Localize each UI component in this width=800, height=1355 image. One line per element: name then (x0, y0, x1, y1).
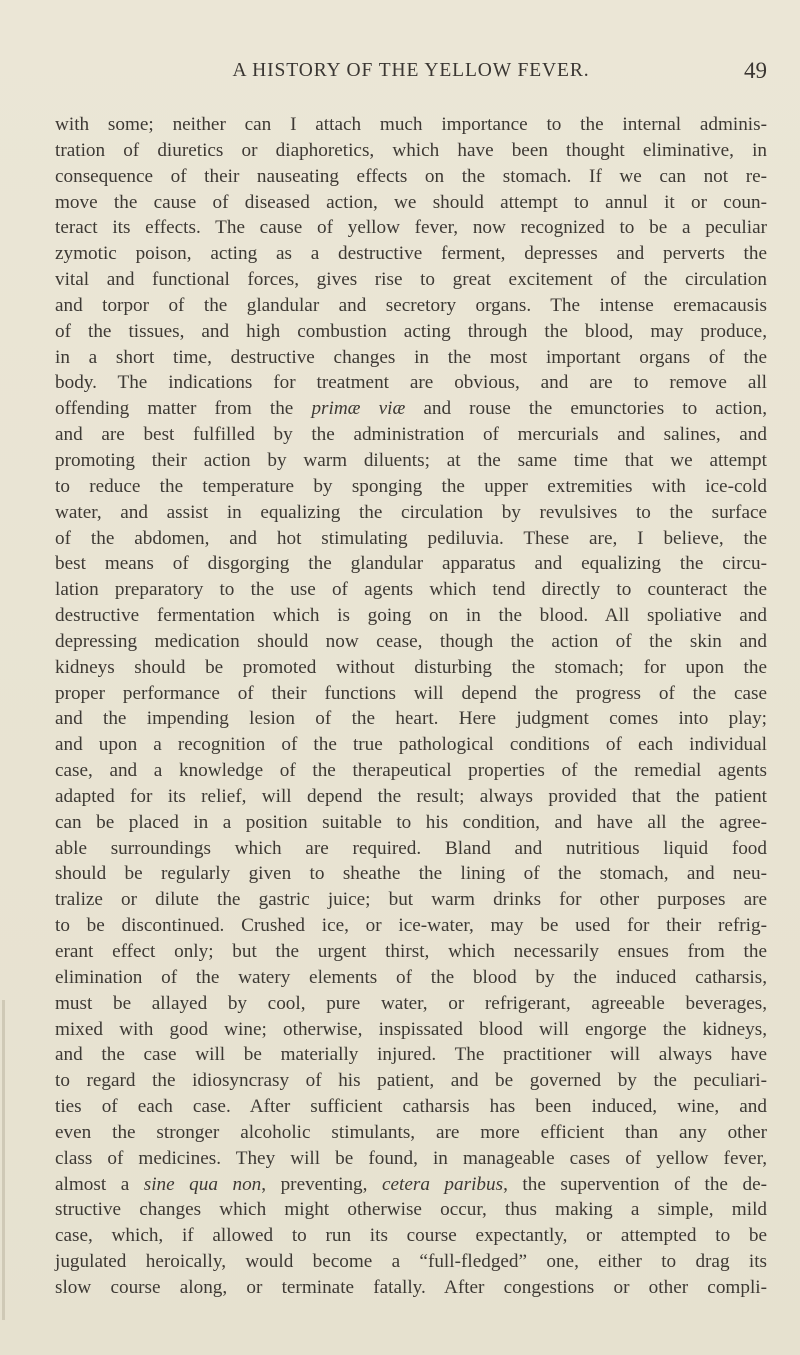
text-line: even the stronger alcoholic stimulants, are more efficient than any other (55, 1121, 767, 1143)
text-line: erant effect only; but the urgent thirst, which necessarily ensues from the (55, 941, 767, 962)
running-title: A HISTORY OF THE YELLOW FEVER. (232, 60, 590, 81)
text-line: case, which, if allowed to run its course expectantly, or attempted to be (55, 1225, 767, 1247)
text-line: ties of each case. After sufficient catharsis has been induced, wine, and (55, 1096, 767, 1118)
text-line: adapted for its relief, will depend the result; always provided that the patient (55, 785, 767, 807)
text-line: body. The indications for treatment are obvious, and are to remove all (55, 372, 767, 394)
text-line: and the case will be materially injured. The practitioner will always have (55, 1044, 767, 1066)
text-line: case, and a knowledge of the therapeutical properties of the remedial agents (55, 760, 767, 782)
italic-phrase: primæ viæ (311, 398, 406, 420)
text-line: kidneys should be promoted without disturbing the stomach; for upon the (55, 656, 767, 678)
text-line: in a short time, destructive changes in the most important organs of the (55, 346, 767, 368)
text-line: best means of disgorging the glandular apparatus and equalizing the circu- (55, 553, 767, 575)
text-line: able surroundings which are required. Bland and nutritious liquid food (55, 837, 767, 859)
page-edge-mark (2, 1000, 5, 1320)
text-line: structive changes which might otherwise occur, thus making a simple, mild (55, 1199, 767, 1221)
text-line: depressing medication should now cease, though the action of the skin and (55, 630, 767, 652)
text-line: to reduce the temperature by sponging the upper extremities with ice-cold (55, 475, 767, 497)
italic-phrase: sine qua non (143, 1173, 262, 1195)
text-line: lation preparatory to the use of agents which tend directly to counteract the (55, 579, 767, 601)
text-line: tration of diuretics or diaphoretics, which have been thought eliminative, in (55, 139, 767, 161)
text-line: destructive fermentation which is going on in the blood. All spoliative and (55, 605, 767, 627)
text-line: of the tissues, and high combustion acting through the blood, may produce, (55, 320, 767, 342)
page-number: 49 (744, 58, 767, 83)
text-line: should be regularly given to sheathe the lining of the stomach, and neu- (55, 863, 767, 885)
text-line: proper performance of their functions will depend the progress of the case (55, 682, 767, 704)
text-line: can be placed in a position suitable to his condition, and have all the agree- (55, 811, 767, 833)
text-line: with some; neither can I attach much importance to the internal adminis- (55, 114, 767, 135)
text-line: almost a sine qua non, preventing, cetera paribus, the supervention of the de- (55, 1173, 767, 1195)
text-line: and torpor of the glandular and secretory organs. The intense eremacausis (55, 294, 767, 316)
running-head (55, 60, 767, 90)
text-line: jugulated heroically, would become a “full-fledged” one, either to drag its (55, 1251, 767, 1273)
text-line: promoting their action by warm diluents; at the same time that we attempt (55, 449, 767, 471)
text-line: mixed with good wine; otherwise, inspissated blood will engorge the kidneys, (55, 1018, 767, 1040)
text-line: and the impending lesion of the heart. Here judgment comes into play; (55, 708, 767, 730)
text-line: vital and functional forces, gives rise to great excitement of the circulation (55, 269, 767, 291)
text-line: offending matter from the primæ viæ and rouse the emunctories to action, (55, 398, 767, 420)
text-line: move the cause of diseased action, we should attempt to annul it or coun- (55, 191, 767, 213)
text-line: zymotic poison, acting as a destructive ferment, depresses and perverts the (55, 243, 767, 265)
text-line: water, and assist in equalizing the circulation by revulsives to the surface (55, 501, 767, 523)
text-line: slow course along, or terminate fatally. After congestions or other compli- (55, 1276, 767, 1298)
text-line: to regard the idiosyncrasy of his patient, and be governed by the peculiari- (55, 1070, 767, 1092)
text-line: must be allayed by cool, pure water, or refrigerant, agreeable beverages, (55, 992, 767, 1014)
text-line: elimination of the watery elements of the blood by the induced catharsis, (55, 966, 767, 988)
text-line: of the abdomen, and hot stimulating pediluvia. These are, I believe, the (55, 527, 767, 549)
text-line: class of medicines. They will be found, in manageable cases of yellow fever, (55, 1147, 767, 1169)
text-line: and are best fulfilled by the administration of mercurials and salines, and (55, 424, 767, 446)
text-line: teract its effects. The cause of yellow fever, now recognized to be a peculiar (55, 217, 767, 239)
text-line: consequence of their nauseating effects on the stomach. If we can not re- (55, 165, 767, 187)
text-line: and upon a recognition of the true pathological conditions of each individual (55, 734, 767, 756)
italic-phrase: cetera paribus (381, 1173, 504, 1195)
body-text (55, 112, 767, 1301)
text-line: tralize or dilute the gastric juice; but warm drinks for other purposes are (55, 889, 767, 911)
text-line: to be discontinued. Crushed ice, or ice-water, may be used for their refrig- (55, 915, 767, 937)
